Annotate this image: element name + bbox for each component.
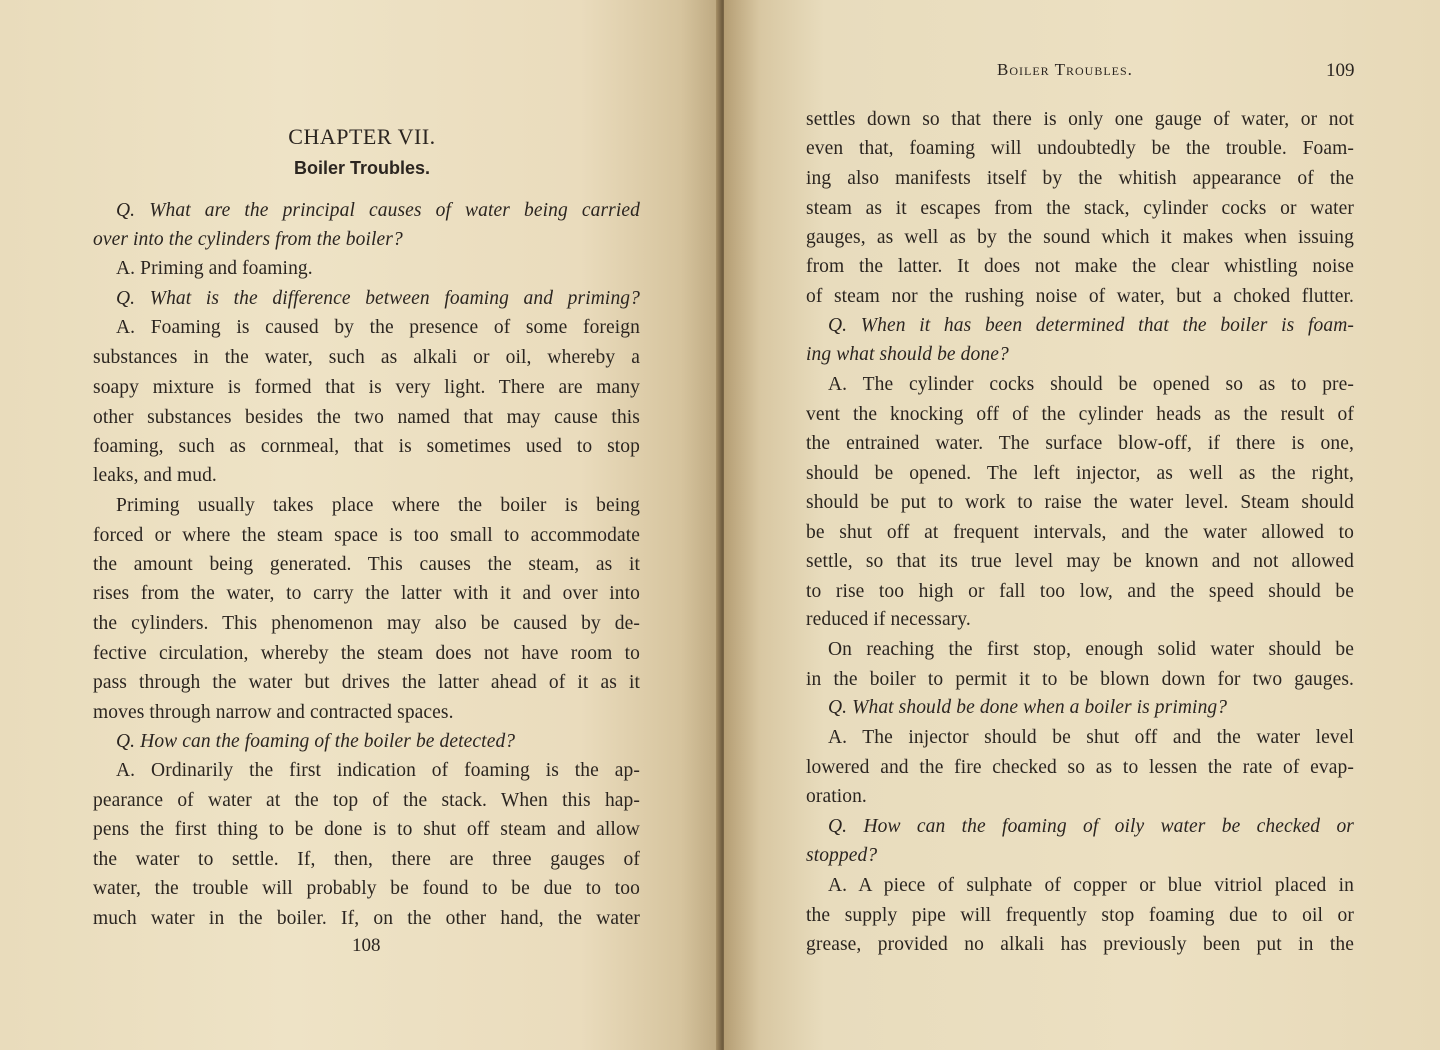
text-line: over into the cylinders from the boiler?	[93, 229, 403, 250]
text-line: fective circulation, whereby the steam does not have room to	[93, 643, 640, 664]
text-line: oration.	[806, 786, 867, 807]
text-line: the amount being generated. This causes the steam, as it	[93, 554, 640, 575]
text-line: rises from the water, to carry the latter with it and over into	[93, 583, 640, 604]
text-line: forced or where the steam space is too small to accommodate	[93, 525, 640, 546]
text-line: grease, provided no alkali has previously been put in the	[806, 934, 1354, 955]
text-line: pens the first thing to be done is to shut off steam and allow	[93, 819, 640, 840]
text-line: be shut off at frequent intervals, and the water allowed to	[806, 522, 1354, 543]
text-line: from the latter. It does not make the clear whistling noise	[806, 256, 1354, 277]
text-line: settles down so that there is only one gauge of water, or not	[806, 109, 1354, 130]
right-page	[724, 0, 1440, 1050]
text-line: ing also manifests itself by the whitish appearance of the	[806, 168, 1354, 189]
text-line: leaks, and mud.	[93, 465, 217, 486]
text-line: Priming usually takes place where the boiler is being	[116, 495, 640, 516]
text-line: A. Ordinarily the first indication of foaming is the ap-	[116, 760, 640, 781]
text-line: substances in the water, such as alkali or oil, whereby a	[93, 347, 640, 368]
text-line: even that, foaming will undoubtedly be the trouble. Foam-	[806, 138, 1354, 159]
page-number: 108	[352, 935, 381, 956]
text-line: of steam nor the rushing noise of water, but a choked flutter.	[806, 286, 1354, 307]
text-line: A. Priming and foaming.	[116, 258, 313, 279]
text-line: the water to settle. If, then, there are three gauges of	[93, 849, 640, 870]
text-line: other substances besides the two named that may cause this	[93, 407, 640, 428]
text-line: water, the trouble will probably be found to be due to too	[93, 878, 640, 899]
text-line: vent the knocking off of the cylinder heads as the result of	[806, 404, 1354, 425]
text-line: A. Foaming is caused by the presence of some foreign	[116, 317, 640, 338]
text-line: the entrained water. The surface blow-off, if there is one,	[806, 433, 1354, 454]
text-line: Q. When it has been determined that the boiler is foam-	[828, 315, 1354, 336]
text-line: foaming, such as cornmeal, that is sometimes used to stop	[93, 436, 640, 457]
text-line: pearance of water at the top of the stack. When this hap-	[93, 790, 640, 811]
text-line: Q. How can the foaming of the boiler be detected?	[116, 731, 516, 752]
text-line: steam as it escapes from the stack, cylinder cocks or water	[806, 198, 1354, 219]
text-line: pass through the water but drives the latter ahead of it as it	[93, 672, 640, 693]
text-line: reduced if necessary.	[806, 609, 971, 630]
text-line: gauges, as well as by the sound which it makes when issuing	[806, 227, 1354, 248]
text-line: Q. How can the foaming of oily water be checked or	[828, 816, 1354, 837]
text-line: the cylinders. This phenomenon may also be caused by de-	[93, 613, 640, 634]
text-line: should be put to work to raise the water level. Steam should	[806, 492, 1354, 513]
running-head	[997, 60, 1133, 80]
text-line: A. The injector should be shut off and the water level	[828, 727, 1354, 748]
text-line: much water in the boiler. If, on the other hand, the water	[93, 908, 640, 929]
text-line: ing what should be done?	[806, 344, 1009, 365]
text-line: to rise too high or fall too low, and the speed should be	[806, 581, 1354, 602]
text-line: Q. What is the difference between foaming and priming?	[116, 288, 640, 309]
text-line: in the boiler to permit it to be blown down for two gauges.	[806, 669, 1354, 690]
text-line: moves through narrow and contracted spaces.	[93, 702, 454, 723]
chapter-title: Boiler Troubles.	[293, 158, 431, 178]
page-number: 109	[1326, 60, 1355, 81]
chapter-heading: CHAPTER VII.	[288, 124, 436, 149]
text-line: settle, so that its true level may be known and not allowed	[806, 551, 1354, 572]
text-line: On reaching the first stop, enough solid water should be	[828, 639, 1354, 660]
text-line: soapy mixture is formed that is very light. There are many	[93, 377, 640, 398]
text-line: Q. What are the principal causes of water being carried	[116, 200, 640, 221]
text-line: the supply pipe will frequently stop foaming due to oil or	[806, 905, 1354, 926]
text-line: A. The cylinder cocks should be opened so as to pre-	[828, 374, 1354, 395]
text-line: lowered and the fire checked so as to lessen the rate of evap-	[806, 757, 1354, 778]
text-line: A. A piece of sulphate of copper or blue vitriol placed in	[828, 875, 1354, 896]
text-line: stopped?	[806, 845, 878, 866]
text-line: should be opened. The left injector, as well as the right,	[806, 463, 1354, 484]
text-line: Q. What should be done when a boiler is priming?	[828, 697, 1228, 718]
running-head-text: Boiler Troubles.	[997, 60, 1133, 79]
